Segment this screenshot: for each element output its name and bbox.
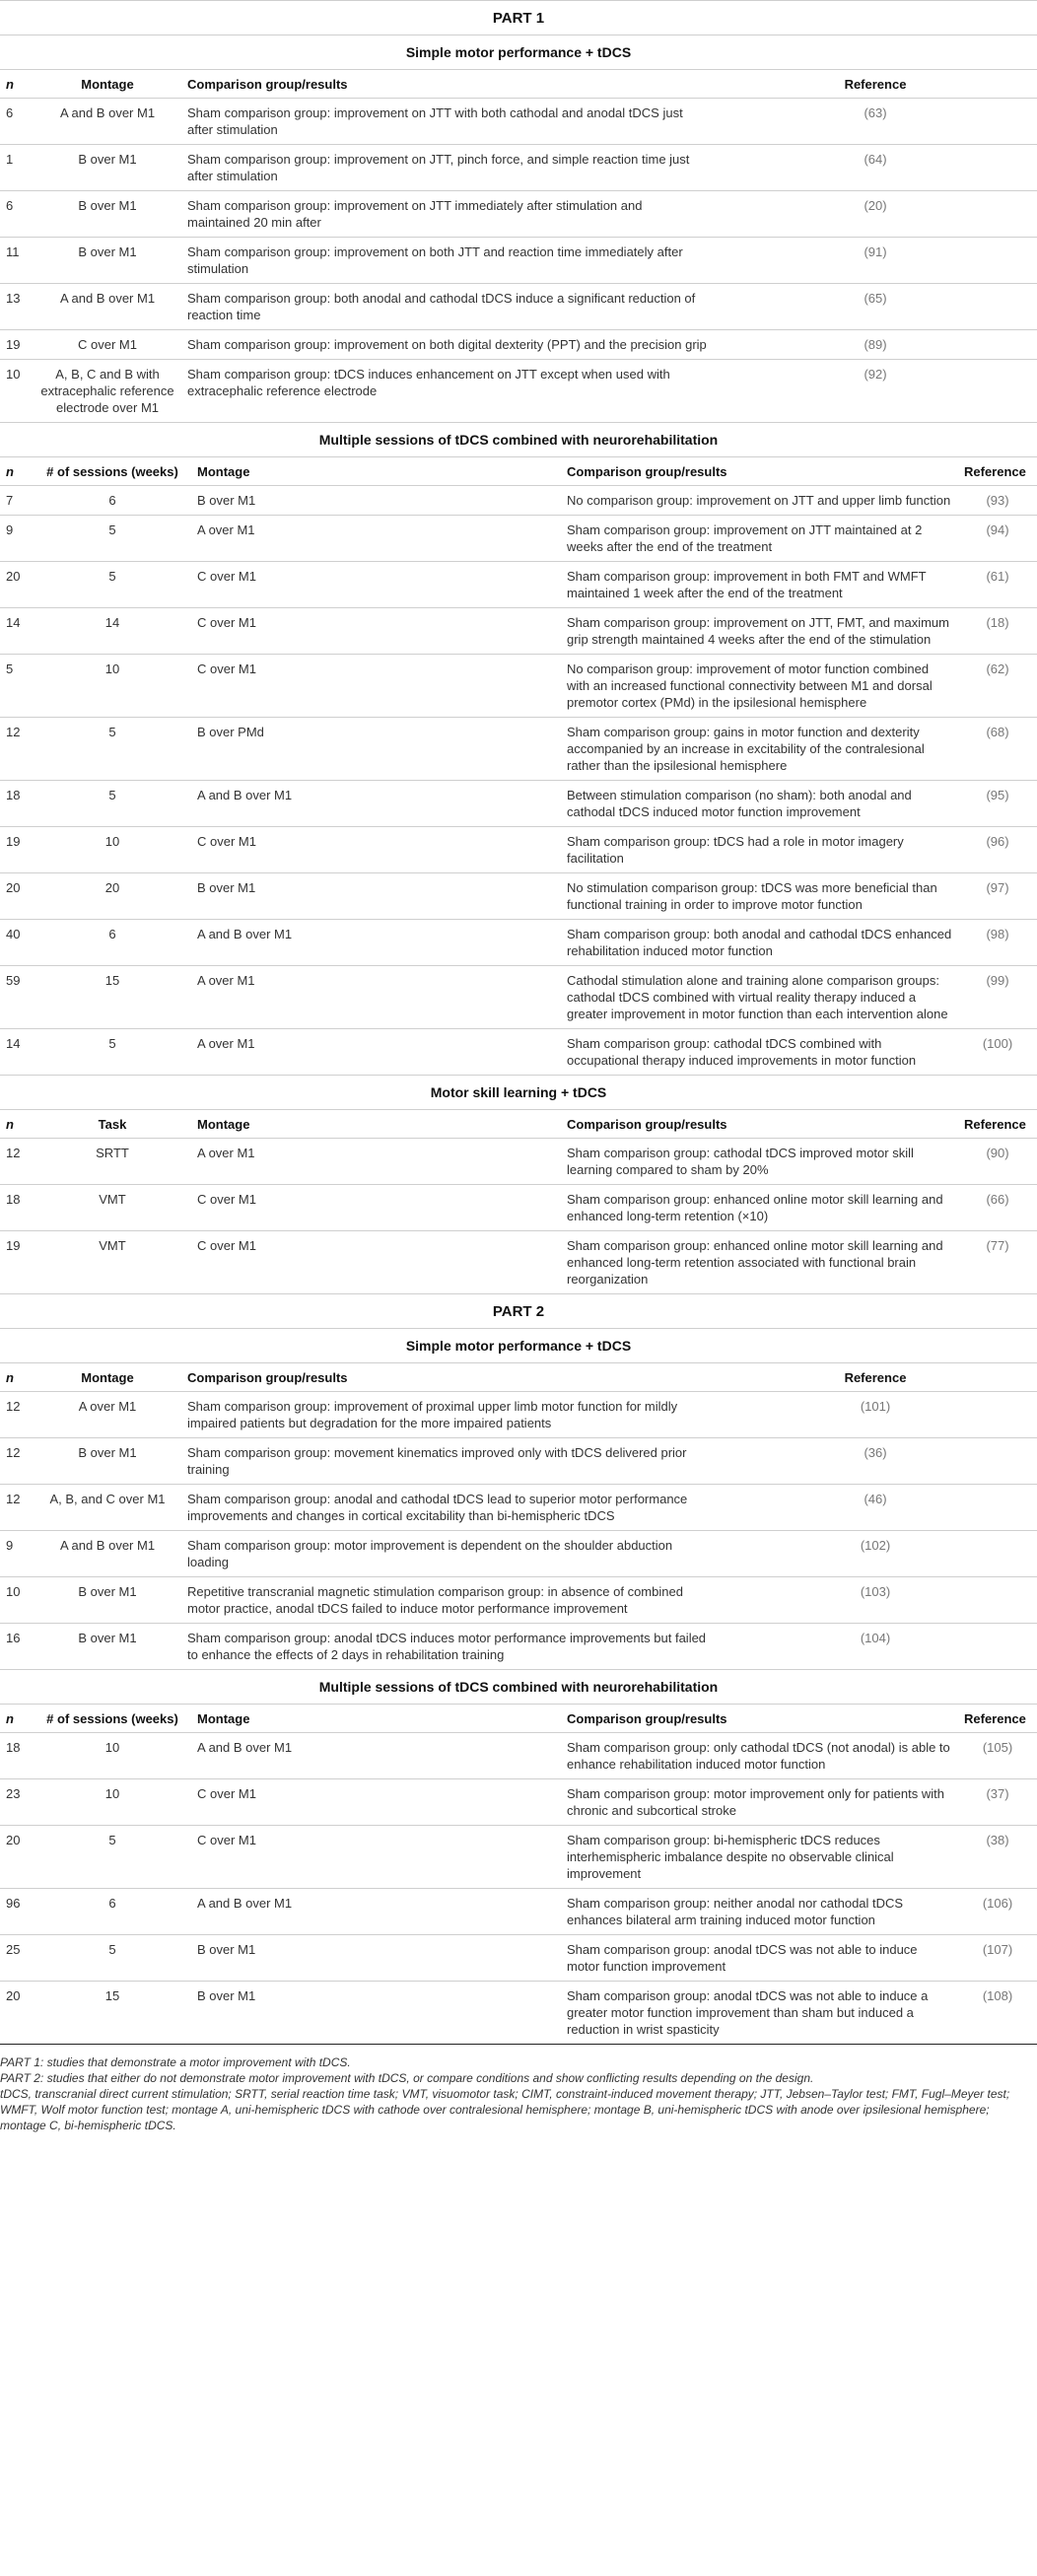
table-row	[0, 330, 1037, 360]
table-cell: No comparison group: improvement on JTT and upper limb function	[561, 486, 958, 516]
reference-cell: (99)	[958, 966, 1037, 1029]
column-header: n	[0, 1110, 34, 1139]
table-cell: C over M1	[191, 1779, 561, 1826]
reference-cell: (91)	[714, 238, 1037, 284]
column-header: Montage	[191, 457, 561, 486]
table-cell: VMT	[34, 1185, 191, 1231]
table-cell: Sham comparison group: improvement on JTT immediately after stimulation and maintained 20 min after	[181, 191, 714, 238]
column-header: Montage	[34, 1363, 181, 1392]
column-header: Reference	[958, 1110, 1037, 1139]
table-cell: C over M1	[34, 330, 181, 360]
table-cell: C over M1	[191, 1231, 561, 1294]
table-cell: A and B over M1	[191, 1889, 561, 1935]
reference-cell: (66)	[958, 1185, 1037, 1231]
table-cell: 18	[0, 781, 34, 827]
table-cell: 19	[0, 827, 34, 873]
reference-cell: (106)	[958, 1889, 1037, 1935]
table-cell: 12	[0, 1139, 34, 1185]
table-cell: Sham comparison group: anodal tDCS induces motor performance improvements but failed to enhance the effects of 2 days in rehabilitation training	[181, 1624, 714, 1670]
section-title-p1_simple: Simple motor performance + tDCS	[0, 35, 1037, 69]
table-cell: Sham comparison group: anodal and cathodal tDCS lead to superior motor performance improvements and changes in cortical excitability than bi-hemispheric tDCS	[181, 1485, 714, 1531]
table-row	[0, 284, 1037, 330]
reference-cell: (95)	[958, 781, 1037, 827]
reference-cell: (108)	[958, 1982, 1037, 2045]
column-header: n	[0, 1705, 34, 1733]
table-cell: 10	[0, 360, 34, 423]
table-cell: 20	[0, 562, 34, 608]
table-row	[0, 562, 1037, 608]
table-row	[0, 608, 1037, 655]
table-cell: A and B over M1	[34, 99, 181, 145]
table-cell: 6	[0, 191, 34, 238]
column-header: # of sessions (weeks)	[34, 457, 191, 486]
header-row	[0, 1363, 1037, 1392]
header-row	[0, 1110, 1037, 1139]
table-cell: Between stimulation comparison (no sham): both anodal and cathodal tDCS induced motor function improvement	[561, 781, 958, 827]
table-row	[0, 718, 1037, 781]
table-p1_multi	[0, 456, 1037, 1075]
table-cell: A and B over M1	[34, 284, 181, 330]
table-row	[0, 1231, 1037, 1294]
column-header: Task	[34, 1110, 191, 1139]
table-cell: A over M1	[191, 516, 561, 562]
table-row	[0, 655, 1037, 718]
table-row	[0, 1935, 1037, 1982]
table-cell: 19	[0, 1231, 34, 1294]
table-p2_simple	[0, 1362, 1037, 1669]
table-row	[0, 1029, 1037, 1076]
table-cell: 18	[0, 1733, 34, 1779]
table-cell: A over M1	[34, 1392, 181, 1438]
column-header: Comparison group/results	[181, 70, 714, 99]
table-cell: 11	[0, 238, 34, 284]
column-header: Reference	[958, 1705, 1037, 1733]
table-cell: 5	[34, 516, 191, 562]
table-cell: B over PMd	[191, 718, 561, 781]
reference-cell: (63)	[714, 99, 1037, 145]
table-cell: 6	[0, 99, 34, 145]
table-cell: No stimulation comparison group: tDCS was more beneficial than functional training in order to improve motor function	[561, 873, 958, 920]
table-row	[0, 1438, 1037, 1485]
table-cell: C over M1	[191, 608, 561, 655]
table-cell: C over M1	[191, 562, 561, 608]
column-header: Comparison group/results	[561, 1110, 958, 1139]
table-row	[0, 145, 1037, 191]
table-cell: Sham comparison group: tDCS induces enhancement on JTT except when used with extracephalic reference electrode	[181, 360, 714, 423]
table-cell: Sham comparison group: improvement on both digital dexterity (PPT) and the precision grip	[181, 330, 714, 360]
column-header: Reference	[958, 457, 1037, 486]
reference-cell: (107)	[958, 1935, 1037, 1982]
table-cell: A over M1	[191, 1139, 561, 1185]
table-row	[0, 1826, 1037, 1889]
table-cell: Sham comparison group: motor improvement is dependent on the shoulder abduction loading	[181, 1531, 714, 1577]
table-cell: Sham comparison group: movement kinematics improved only with tDCS delivered prior training	[181, 1438, 714, 1485]
table-cell: B over M1	[191, 1982, 561, 2045]
table-cell: 20	[34, 873, 191, 920]
table-row	[0, 1139, 1037, 1185]
table-cell: 19	[0, 330, 34, 360]
table-cell: 23	[0, 1779, 34, 1826]
table-cell: 15	[34, 966, 191, 1029]
table-cell: Sham comparison group: both anodal and cathodal tDCS enhanced rehabilitation induced motor function	[561, 920, 958, 966]
table-cell: No comparison group: improvement of motor function combined with an increased functional connectivity between M1 and dorsal premotor cortex (PMd) in the ipsilesional hemisphere	[561, 655, 958, 718]
column-header: Comparison group/results	[561, 457, 958, 486]
reference-cell: (68)	[958, 718, 1037, 781]
table-row	[0, 486, 1037, 516]
table-cell: B over M1	[191, 486, 561, 516]
table-cell: 5	[34, 718, 191, 781]
table-cell: 9	[0, 516, 34, 562]
column-header: n	[0, 457, 34, 486]
table-cell: Sham comparison group: improvement on JTT with both cathodal and anodal tDCS just after stimulation	[181, 99, 714, 145]
table-cell: 12	[0, 1392, 34, 1438]
table-cell: Sham comparison group: improvement on JTT maintained at 2 weeks after the end of the treatment	[561, 516, 958, 562]
table-cell: Sham comparison group: neither anodal nor cathodal tDCS enhances bilateral arm training induced motor function	[561, 1889, 958, 1935]
table-cell: 10	[34, 655, 191, 718]
table-cell: C over M1	[191, 655, 561, 718]
table-cell: A over M1	[191, 1029, 561, 1076]
table-cell: 14	[34, 608, 191, 655]
section-title-p1_skill: Motor skill learning + tDCS	[0, 1075, 1037, 1109]
table-row	[0, 1485, 1037, 1531]
reference-cell: (36)	[714, 1438, 1037, 1485]
table-cell: 5	[34, 1029, 191, 1076]
reference-cell: (62)	[958, 655, 1037, 718]
table-cell: A over M1	[191, 966, 561, 1029]
table-cell: Sham comparison group: anodal tDCS was not able to induce motor function improvement	[561, 1935, 958, 1982]
reference-cell: (61)	[958, 562, 1037, 608]
table-cell: C over M1	[191, 827, 561, 873]
table-cell: Sham comparison group: improvement on both JTT and reaction time immediately after stimulation	[181, 238, 714, 284]
table-row	[0, 873, 1037, 920]
reference-cell: (97)	[958, 873, 1037, 920]
table-cell: 15	[34, 1982, 191, 2045]
table-row	[0, 1733, 1037, 1779]
table-cell: 13	[0, 284, 34, 330]
table-cell: 6	[34, 1889, 191, 1935]
table-cell: 6	[34, 486, 191, 516]
table-cell: A and B over M1	[191, 1733, 561, 1779]
reference-cell: (65)	[714, 284, 1037, 330]
table-cell: Sham comparison group: tDCS had a role in motor imagery facilitation	[561, 827, 958, 873]
table-cell: 1	[0, 145, 34, 191]
table-row	[0, 360, 1037, 423]
table-cell: 5	[34, 562, 191, 608]
column-header: # of sessions (weeks)	[34, 1705, 191, 1733]
table-cell: 10	[0, 1577, 34, 1624]
part1-title: PART 1	[0, 0, 1037, 35]
table-footnotes	[0, 2044, 1037, 2133]
table-row	[0, 1889, 1037, 1935]
table-cell: A and B over M1	[191, 920, 561, 966]
table-cell: Sham comparison group: only cathodal tDCS (not anodal) is able to enhance rehabilitation induced motor function	[561, 1733, 958, 1779]
reference-cell: (89)	[714, 330, 1037, 360]
header-row	[0, 1705, 1037, 1733]
column-header: n	[0, 1363, 34, 1392]
reference-cell: (18)	[958, 608, 1037, 655]
footnote-part1: PART 1: studies that demonstrate a motor improvement with tDCS.	[0, 2055, 351, 2069]
footnote-part2: PART 2: studies that either do not demonstrate motor improvement with tDCS, or compare conditions and show conflicting results depending on the design.	[0, 2071, 814, 2085]
table-cell: Sham comparison group: enhanced online motor skill learning and enhanced long-term retention (×10)	[561, 1185, 958, 1231]
table-row	[0, 99, 1037, 145]
table-cell: 16	[0, 1624, 34, 1670]
table-cell: 59	[0, 966, 34, 1029]
table-cell: A, B, C and B with extracephalic reference electrode over M1	[34, 360, 181, 423]
table-row	[0, 1392, 1037, 1438]
column-header: Reference	[714, 70, 1037, 99]
table-cell: 10	[34, 1733, 191, 1779]
table-cell: 20	[0, 1982, 34, 2045]
section-title-p2_multi: Multiple sessions of tDCS combined with neurorehabilitation	[0, 1669, 1037, 1704]
table-cell: SRTT	[34, 1139, 191, 1185]
table-cell: 5	[34, 781, 191, 827]
reference-cell: (37)	[958, 1779, 1037, 1826]
table-row	[0, 1624, 1037, 1670]
table-cell: 14	[0, 1029, 34, 1076]
column-header: Comparison group/results	[561, 1705, 958, 1733]
reference-cell: (105)	[958, 1733, 1037, 1779]
table-p1_skill	[0, 1109, 1037, 1293]
reference-cell: (90)	[958, 1139, 1037, 1185]
table-cell: Sham comparison group: cathodal tDCS improved motor skill learning compared to sham by 20%	[561, 1139, 958, 1185]
table-cell: 10	[34, 1779, 191, 1826]
column-header: Montage	[191, 1705, 561, 1733]
table-cell: B over M1	[34, 145, 181, 191]
reference-cell: (102)	[714, 1531, 1037, 1577]
table-cell: Sham comparison group: gains in motor function and dexterity accompanied by an increase in excitability of the contralesional rather than the ipsilesional hemisphere	[561, 718, 958, 781]
table-cell: Sham comparison group: improvement on JTT, FMT, and maximum grip strength maintained 4 weeks after the end of the stimulation	[561, 608, 958, 655]
table-cell: 96	[0, 1889, 34, 1935]
table-cell: 20	[0, 873, 34, 920]
reference-cell: (93)	[958, 486, 1037, 516]
column-header: Montage	[34, 70, 181, 99]
reference-cell: (98)	[958, 920, 1037, 966]
table-cell: 10	[34, 827, 191, 873]
table-row	[0, 238, 1037, 284]
table-cell: Sham comparison group: cathodal tDCS combined with occupational therapy induced improvements in motor function	[561, 1029, 958, 1076]
table-cell: Sham comparison group: improvement in both FMT and WMFT maintained 1 week after the end of the treatment	[561, 562, 958, 608]
table-cell: A and B over M1	[191, 781, 561, 827]
table-cell: 5	[34, 1935, 191, 1982]
reference-cell: (101)	[714, 1392, 1037, 1438]
table-p2_multi	[0, 1704, 1037, 2044]
reference-cell: (104)	[714, 1624, 1037, 1670]
reference-cell: (96)	[958, 827, 1037, 873]
table-cell: C over M1	[191, 1826, 561, 1889]
table-cell: 6	[34, 920, 191, 966]
table-row	[0, 1779, 1037, 1826]
table-cell: 12	[0, 1438, 34, 1485]
table-cell: 12	[0, 1485, 34, 1531]
table-cell: 40	[0, 920, 34, 966]
table-cell: Sham comparison group: improvement on JTT, pinch force, and simple reaction time just after stimulation	[181, 145, 714, 191]
table-cell: C over M1	[191, 1185, 561, 1231]
table-cell: B over M1	[34, 1438, 181, 1485]
column-header: Montage	[191, 1110, 561, 1139]
header-row	[0, 70, 1037, 99]
table-row	[0, 1982, 1037, 2045]
table-cell: 20	[0, 1826, 34, 1889]
table-cell: 14	[0, 608, 34, 655]
table-row	[0, 827, 1037, 873]
table-cell: VMT	[34, 1231, 191, 1294]
table-cell: B over M1	[191, 1935, 561, 1982]
section-title-p2_simple: Simple motor performance + tDCS	[0, 1328, 1037, 1362]
column-header: Comparison group/results	[181, 1363, 714, 1392]
reference-cell: (92)	[714, 360, 1037, 423]
reference-cell: (20)	[714, 191, 1037, 238]
reference-cell: (64)	[714, 145, 1037, 191]
table-p1_simple	[0, 69, 1037, 422]
table-row	[0, 191, 1037, 238]
table-row	[0, 516, 1037, 562]
table-cell: Sham comparison group: bi-hemispheric tDCS reduces interhemispheric imbalance despite no observable clinical improvement	[561, 1826, 958, 1889]
table-cell: Sham comparison group: anodal tDCS was not able to induce a greater motor function improvement than sham but induced a reduction in wrist spasticity	[561, 1982, 958, 2045]
table-cell: 5	[0, 655, 34, 718]
table-cell: Sham comparison group: motor improvement only for patients with chronic and subcortical stroke	[561, 1779, 958, 1826]
table-cell: Sham comparison group: both anodal and cathodal tDCS induce a significant reduction of reaction time	[181, 284, 714, 330]
reference-cell: (94)	[958, 516, 1037, 562]
reference-cell: (103)	[714, 1577, 1037, 1624]
table-cell: 9	[0, 1531, 34, 1577]
table-cell: Repetitive transcranial magnetic stimulation comparison group: in absence of combined motor practice, anodal tDCS failed to induce motor performance improvement	[181, 1577, 714, 1624]
footnote-abbreviations: tDCS, transcranial direct current stimulation; SRTT, serial reaction time task; VMT, visuomotor task; CIMT, constraint-induced movement therapy; JTT, Jebsen–Taylor test; FMT, Fugl–Meyer test; WMFT, Wolf motor function test; montage A, uni-hemispheric tDCS with cathode over contralesional hemisphere; montage B, uni-hemispheric tDCS with anode over ipsilesional hemisphere; montage C, bi-hemispheric tDCS.	[0, 2087, 1010, 2132]
table-row	[0, 966, 1037, 1029]
table-cell: 12	[0, 718, 34, 781]
table-row	[0, 1577, 1037, 1624]
table-cell: Sham comparison group: improvement of proximal upper limb motor function for mildly impaired patients but degradation for the more impaired patients	[181, 1392, 714, 1438]
table-cell: A and B over M1	[34, 1531, 181, 1577]
reference-cell: (38)	[958, 1826, 1037, 1889]
table-cell: 25	[0, 1935, 34, 1982]
table-row	[0, 1185, 1037, 1231]
table-cell: Cathodal stimulation alone and training alone comparison groups: cathodal tDCS combined with virtual reality therapy induced a greater improvement in motor function than each intervention alone	[561, 966, 958, 1029]
table-cell: B over M1	[34, 191, 181, 238]
table-cell: 18	[0, 1185, 34, 1231]
table-cell: A, B, and C over M1	[34, 1485, 181, 1531]
table-cell: B over M1	[34, 1624, 181, 1670]
table-row	[0, 781, 1037, 827]
reference-cell: (77)	[958, 1231, 1037, 1294]
table-cell: 5	[34, 1826, 191, 1889]
section-title-p1_multi: Multiple sessions of tDCS combined with neurorehabilitation	[0, 422, 1037, 456]
table-row	[0, 1531, 1037, 1577]
table-cell: 7	[0, 486, 34, 516]
table-row	[0, 920, 1037, 966]
table-cell: B over M1	[34, 238, 181, 284]
table-cell: B over M1	[191, 873, 561, 920]
reference-cell: (100)	[958, 1029, 1037, 1076]
table-cell: Sham comparison group: enhanced online motor skill learning and enhanced long-term retention associated with functional brain reorganization	[561, 1231, 958, 1294]
table-cell: B over M1	[34, 1577, 181, 1624]
column-header: Reference	[714, 1363, 1037, 1392]
column-header: n	[0, 70, 34, 99]
header-row	[0, 457, 1037, 486]
reference-cell: (46)	[714, 1485, 1037, 1531]
part2-title: PART 2	[0, 1293, 1037, 1328]
